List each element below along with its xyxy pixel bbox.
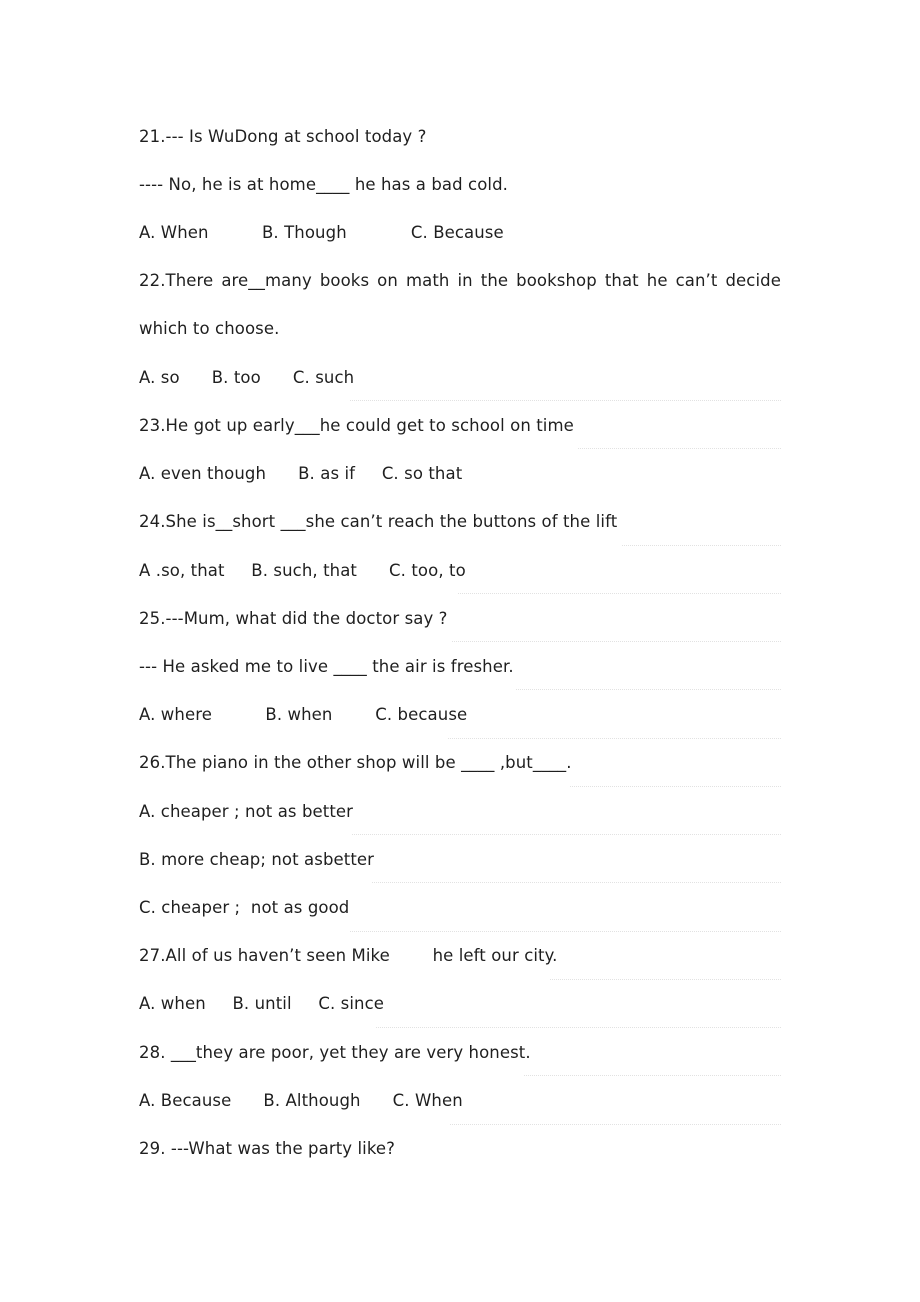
- guide-rule: [458, 593, 781, 594]
- question-24-prompt: 24.She is__short ___she can’t reach the buttons of the lift: [139, 512, 618, 531]
- guide-rule: [372, 882, 781, 883]
- question-23-options: A. even though B. as if C. so that: [139, 464, 463, 483]
- question-21-prompt: 21.--- Is WuDong at school today ?: [139, 127, 427, 146]
- guide-rule: [516, 689, 781, 690]
- question-21-reply: ---- No, he is at home____ he has a bad cold.: [139, 175, 509, 194]
- guide-rule: [350, 400, 781, 401]
- guide-rule: [376, 1027, 781, 1028]
- question-25-prompt: 25.---Mum, what did the doctor say ?: [139, 609, 448, 628]
- question-23-prompt: 23.He got up early___he could get to school on time: [139, 416, 574, 435]
- question-25-options: A. where B. when C. because: [139, 705, 468, 724]
- question-22-prompt: 22.There are__many books on math in the bookshop that he can’t decide: [139, 271, 781, 290]
- question-26-option-a: A. cheaper ; not as better: [139, 802, 354, 821]
- question-26-prompt: 26.The piano in the other shop will be ____ ,but____.: [139, 753, 572, 772]
- question-22-prompt-continued: which to choose.: [139, 319, 280, 338]
- guide-rule: [550, 979, 781, 980]
- question-27-options: A. when B. until C. since: [139, 994, 385, 1013]
- question-21-options: A. When B. Though C. Because: [139, 223, 504, 242]
- guide-rule: [524, 1075, 781, 1076]
- guide-rule: [450, 1124, 781, 1125]
- question-26-option-c: C. cheaper ; not as good: [139, 898, 350, 917]
- guide-rule: [352, 834, 781, 835]
- guide-rule: [350, 931, 781, 932]
- question-22-options: A. so B. too C. such: [139, 368, 355, 387]
- question-27-prompt: 27.All of us haven’t seen Mike he left our city.: [139, 946, 558, 965]
- guide-rule: [452, 641, 781, 642]
- guide-rule: [578, 448, 781, 449]
- question-29-prompt: 29. ---What was the party like?: [139, 1139, 396, 1158]
- question-25-reply: --- He asked me to live ____ the air is fresher.: [139, 657, 514, 676]
- guide-rule: [622, 545, 781, 546]
- question-28-options: A. Because B. Although C. When: [139, 1091, 463, 1110]
- guide-rule: [448, 738, 781, 739]
- question-24-options: A .so, that B. such, that C. too, to: [139, 561, 466, 580]
- question-26-option-b: B. more cheap; not asbetter: [139, 850, 375, 869]
- guide-rule: [570, 786, 781, 787]
- question-28-prompt: 28. ___they are poor, yet they are very honest.: [139, 1043, 531, 1062]
